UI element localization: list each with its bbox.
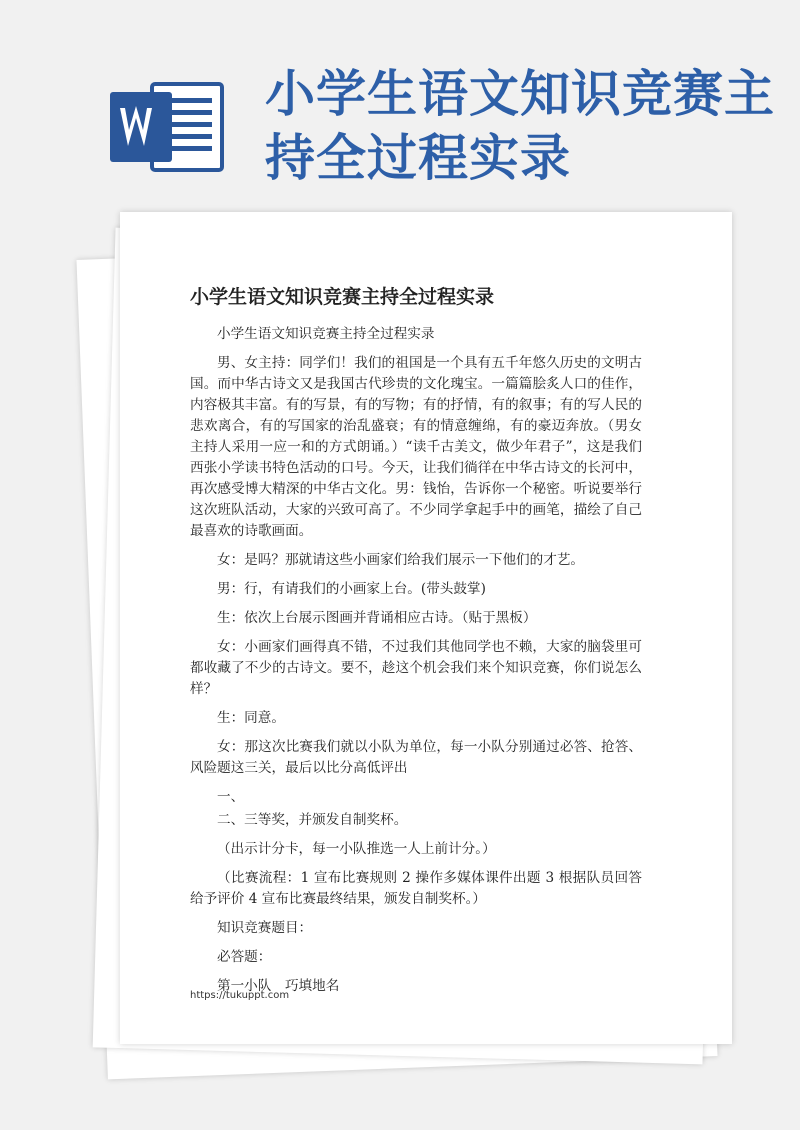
paragraph: 女：小画家们画得真不错，不过我们其他同学也不赖，大家的脑袋里可都收藏了不少的古诗文。要不，趁这个机会我们来个知识竞赛，你们说怎么样？ <box>190 639 642 697</box>
word-document-icon <box>110 78 228 176</box>
paragraph: 必答题： <box>217 949 272 965</box>
paragraph: 男、女主持：同学们！我们的祖国是一个具有五千年悠久历史的文明古国。而中华古诗文又是我国古代珍贵的文化瑰宝。一篇篇脍炙人口的佳作，内容极其丰富。有的写景，有的写物；有的抒情，有的叙事；有的写人民的悲欢离合，有的写国家的治乱盛衰；有的情意缠绵，有的豪迈奔放。（男女主持人采用一应一和的方式朗诵。）“读千古美文，做少年君子”，这是我们西张小学读书特色活动的口号。今天，让我们徜徉在中华古诗文的长河中，再次感受博大精深的中华古文化。男：钱怡，告诉你一个秘密。听说要举行这次班队活动，大家的兴致可高了。不少同学拿起手中的画笔，描绘了自己最喜欢的诗歌画面。 <box>190 355 642 539</box>
source-url: https://tukuppt.com <box>190 990 290 1001</box>
paragraph: 第一小队 巧填地名 <box>217 978 340 994</box>
paragraph: （出示计分卡，每一小队推选一人上前计分。） <box>217 841 496 857</box>
paragraph: 生：依次上台展示图画并背诵相应古诗。（贴于黑板） <box>217 610 537 626</box>
paragraph: 男：行，有请我们的小画家上台。(带头鼓掌) <box>217 581 486 597</box>
document-page <box>120 212 732 1044</box>
paragraph: 知识竞赛题目： <box>217 920 313 936</box>
paragraph: 一、 <box>217 789 245 805</box>
paragraph: （比赛流程：1 宣布比赛规则 2 操作多媒体课件出题 3 根据队员回答给予评价 4 宣布比赛最终结果，颁发自制奖杯。） <box>190 870 642 907</box>
paragraph: 二、三等奖，并颁发自制奖杯。 <box>217 812 408 828</box>
paragraph: 女：是吗？那就请这些小画家们给我们展示一下他们的才艺。 <box>217 552 585 568</box>
paragraph: 女：那这次比赛我们就以小队为单位，每一小队分别通过必答、抢答、风险题这三关，最后以比分高低评出 <box>190 739 642 776</box>
document-body <box>190 324 642 1005</box>
paragraph: 生：同意。 <box>217 710 285 726</box>
paragraph: 小学生语文知识竞赛主持全过程实录 <box>217 326 435 342</box>
page-title: 小学生语文知识竞赛主持全过程实录 <box>265 65 775 187</box>
document-title: 小学生语文知识竞赛主持全过程实录 <box>190 286 495 308</box>
